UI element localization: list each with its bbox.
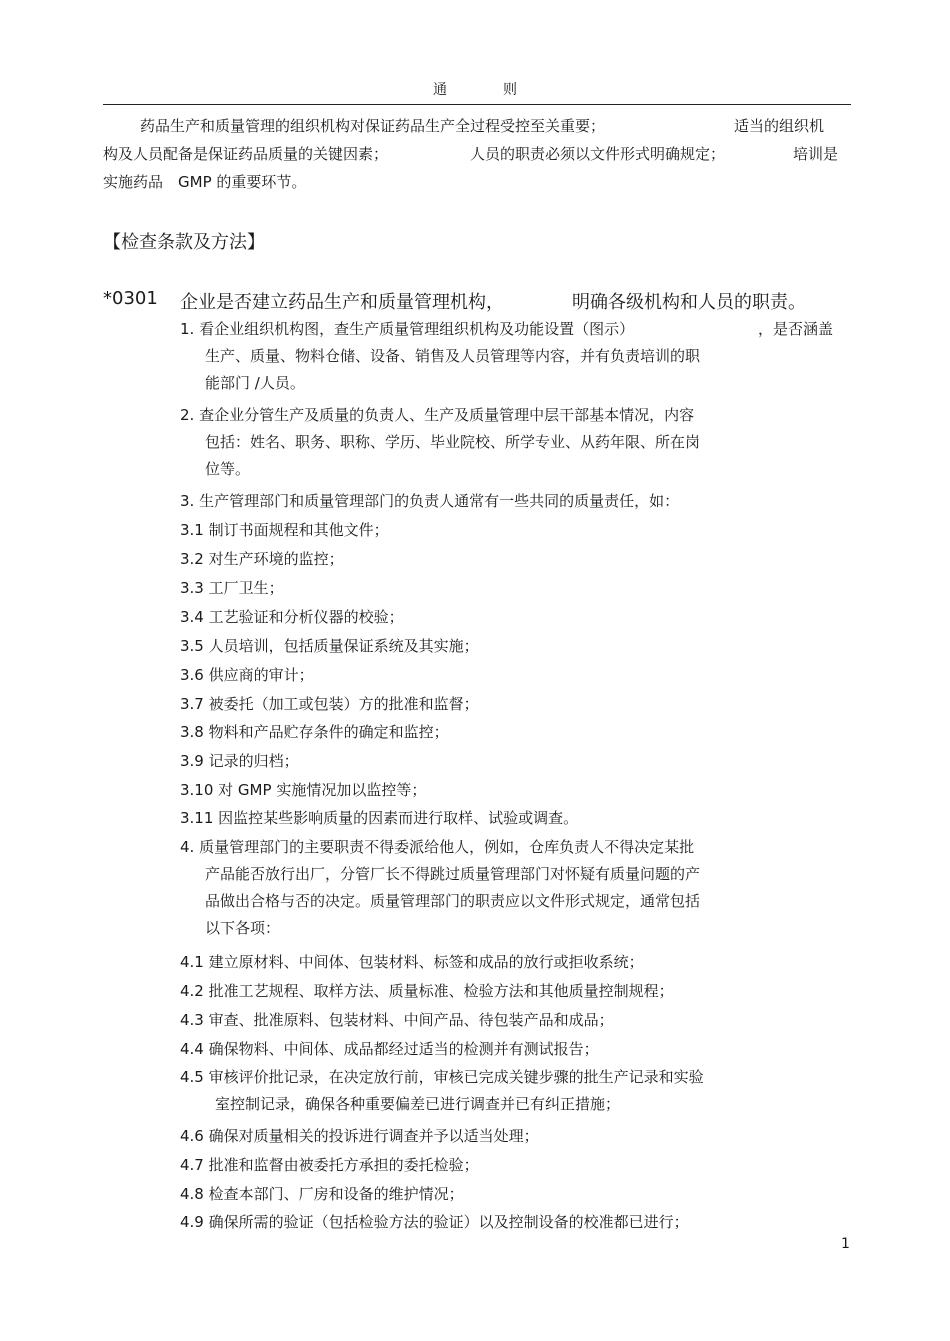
item-2-line-c: 位等。 (205, 460, 251, 478)
intro-line-1b: 适当的组织机 (734, 117, 825, 135)
item-3-3: 3.3 工厂卫生； (180, 579, 284, 597)
intro-line-2a: 构及人员配备是保证药品质量的关键因素； (103, 145, 389, 163)
item-3-2: 3.2 对生产环境的监控； (180, 550, 344, 568)
item-2-line-b: 包括：姓名、职务、职称、学历、毕业院校、所学专业、从药年限、所在岗 (205, 433, 701, 451)
header-rule (103, 104, 851, 105)
item-4-8: 4.8 检查本部门、厂房和设备的维护情况； (180, 1185, 464, 1203)
item-3: 3. 生产管理部门和质量管理部门的负责人通常有一些共同的质量责任，如： (180, 492, 680, 510)
page-header-title (0, 79, 950, 99)
page-number: 1 (841, 1236, 850, 1252)
section-heading: 【检查条款及方法】 (103, 232, 265, 253)
item-3-4: 3.4 工艺验证和分析仪器的校验； (180, 608, 404, 626)
item-3-7: 3.7 被委托（加工或包装）方的批准和监督； (180, 695, 479, 713)
item-4-2: 4.2 批准工艺规程、取样方法、质量标准、检验方法和其他质量控制规程； (180, 982, 674, 1000)
intro-line-2b: 人员的职责必须以文件形式明确规定； (470, 145, 726, 163)
clause-title-b: 明确各级机构和人员的职责。 (572, 292, 806, 313)
item-3-11: 3.11 因监控某些影响质量的因素而进行取样、试验或调查。 (180, 809, 579, 827)
item-4-line-d: 以下各项： (205, 919, 281, 937)
item-3-10: 3.10 对 GMP 实施情况加以监控等； (180, 781, 427, 799)
item-2-line-a: 2. 查企业分管生产及质量的负责人、生产及质量管理中层干部基本情况，内容 (180, 406, 695, 424)
item-3-1: 3.1 制订书面规程和其他文件； (180, 521, 389, 539)
item-4-1: 4.1 建立原材料、中间体、包装材料、标签和成品的放行或拒收系统； (180, 953, 644, 971)
item-1-line-a: 1. 看企业组织机构图，查生产质量管理组织机构及功能设置（图示） (180, 320, 635, 338)
clause-title-a: 企业是否建立药品生产和质量管理机构， (180, 292, 504, 313)
item-4-4: 4.4 确保物料、中间体、成品都经过适当的检测并有测试报告； (180, 1040, 599, 1058)
item-1-line-c: 生产、质量、物料仓储、设备、销售及人员管理等内容，并有负责培训的职 (205, 347, 701, 365)
header-title-left: 通 (433, 82, 447, 98)
item-4-5-line-a: 4.5 审核评价批记录，在决定放行前，审核已完成关键步骤的批生产记录和实验 (180, 1068, 704, 1086)
item-3-9: 3.9 记录的归档； (180, 752, 299, 770)
item-4-6: 4.6 确保对质量相关的投诉进行调查并予以适当处理； (180, 1127, 539, 1145)
intro-line-1a: 药品生产和质量管理的组织机构对保证药品生产全过程受控至关重要； (140, 117, 606, 135)
item-4-9: 4.9 确保所需的验证（包括检验方法的验证）以及控制设备的校准都已进行； (180, 1213, 689, 1231)
item-3-8: 3.8 物料和产品贮存条件的确定和监控； (180, 723, 449, 741)
item-3-5: 3.5 人员培训，包括质量保证系统及其实施； (180, 637, 479, 655)
clause-code: *0301 (103, 288, 158, 309)
item-4-7: 4.7 批准和监督由被委托方承担的委托检验； (180, 1156, 479, 1174)
item-4-3: 4.3 审查、批准原料、包装材料、中间产品、待包装产品和成品； (180, 1011, 614, 1029)
item-1-line-b: ，是否涵盖 (758, 320, 834, 338)
header-title-right: 则 (503, 82, 517, 98)
item-3-6: 3.6 供应商的审计； (180, 666, 314, 684)
intro-line-2c: 培训是 (793, 145, 839, 163)
item-4-5-line-b: 室控制记录，确保各种重要偏差已进行调查并已有纠正措施； (215, 1095, 621, 1113)
item-4-line-b: 产品能否放行出厂，分管厂长不得跳过质量管理部门对怀疑有质量问题的产 (205, 865, 701, 883)
item-4-line-a: 4. 质量管理部门的主要职责不得委派给他人，例如，仓库负责人不得决定某批 (180, 838, 695, 856)
intro-line-3: 实施药品 GMP 的重要环节。 (103, 173, 307, 191)
item-1-line-d: 能部门 /人员。 (205, 374, 305, 392)
item-4-line-c: 品做出合格与否的决定。质量管理部门的职责应以文件形式规定，通常包括 (205, 892, 701, 910)
